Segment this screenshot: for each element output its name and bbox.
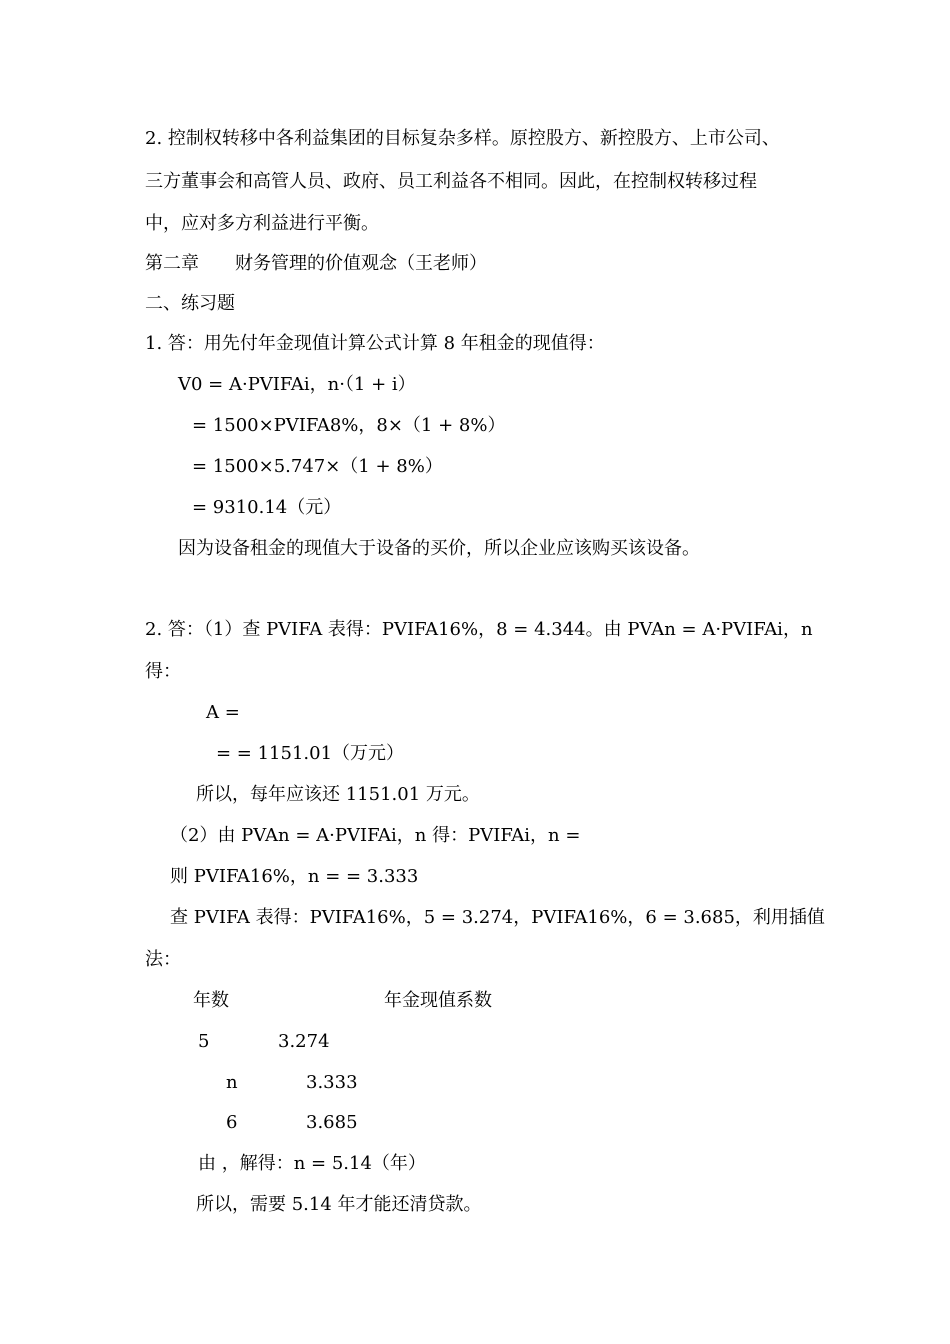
table-cell-factor: 3.333 (306, 1072, 358, 1093)
formula-line: V0 = A·PVIFAi，n·（1 + i） (178, 374, 416, 395)
table-header-factor: 年金现值系数 (384, 990, 492, 1011)
text-line: 1. 答：用先付年金现值计算公式计算 8 年租金的现值得： (145, 333, 605, 354)
text-line: 由 ，解得：n = 5.14（年） (198, 1153, 426, 1174)
formula-line: A = (206, 702, 240, 723)
table-cell-factor: 3.685 (306, 1112, 358, 1133)
formula-line: = 1500×5.747×（1 + 8%） (192, 456, 443, 477)
text-line: 2. 控制权转移中各利益集团的目标复杂多样。原控股方、新控股方、上市公司、 (145, 128, 780, 149)
text-line: 法： (145, 949, 181, 970)
text-line: 则 PVIFA16%，n = = 3.333 (170, 866, 419, 887)
text-line: 所以，需要 5.14 年才能还清贷款。 (196, 1194, 482, 1215)
text-line: 因为设备租金的现值大于设备的买价，所以企业应该购买该设备。 (178, 538, 700, 559)
formula-line: = = 1151.01（万元） (216, 743, 405, 764)
text-line: 2. 答：（1）查 PVIFA 表得：PVIFA16%，8 = 4.344。由 PVAn = A·PVIFAi，n (145, 619, 813, 640)
text-line: 中，应对多方利益进行平衡。 (145, 213, 379, 234)
table-header-years: 年数 (193, 990, 229, 1011)
formula-line: = 1500×PVIFA8%，8×（1 + 8%） (192, 415, 506, 436)
table-cell-year: 6 (226, 1112, 238, 1133)
table-cell-year: n (226, 1072, 238, 1093)
formula-line: = 9310.14（元） (192, 497, 342, 518)
text-line: 三方董事会和高管人员、政府、员工利益各不相同。因此，在控制权转移过程 (145, 171, 757, 192)
section-heading: 二、练习题 (145, 293, 235, 314)
table-cell-year: 5 (198, 1031, 210, 1052)
text-line: （2）由 PVAn = A·PVIFAi，n 得：PVIFAi，n = (170, 825, 581, 846)
text-line: 所以，每年应该还 1151.01 万元。 (196, 784, 480, 805)
table-cell-factor: 3.274 (278, 1031, 330, 1052)
chapter-heading: 第二章 财务管理的价值观念（王老师） (145, 253, 487, 274)
text-line: 得： (145, 661, 181, 682)
text-line: 查 PVIFA 表得：PVIFA16%，5 = 3.274，PVIFA16%，6 = 3.685，利用插值 (170, 907, 825, 928)
